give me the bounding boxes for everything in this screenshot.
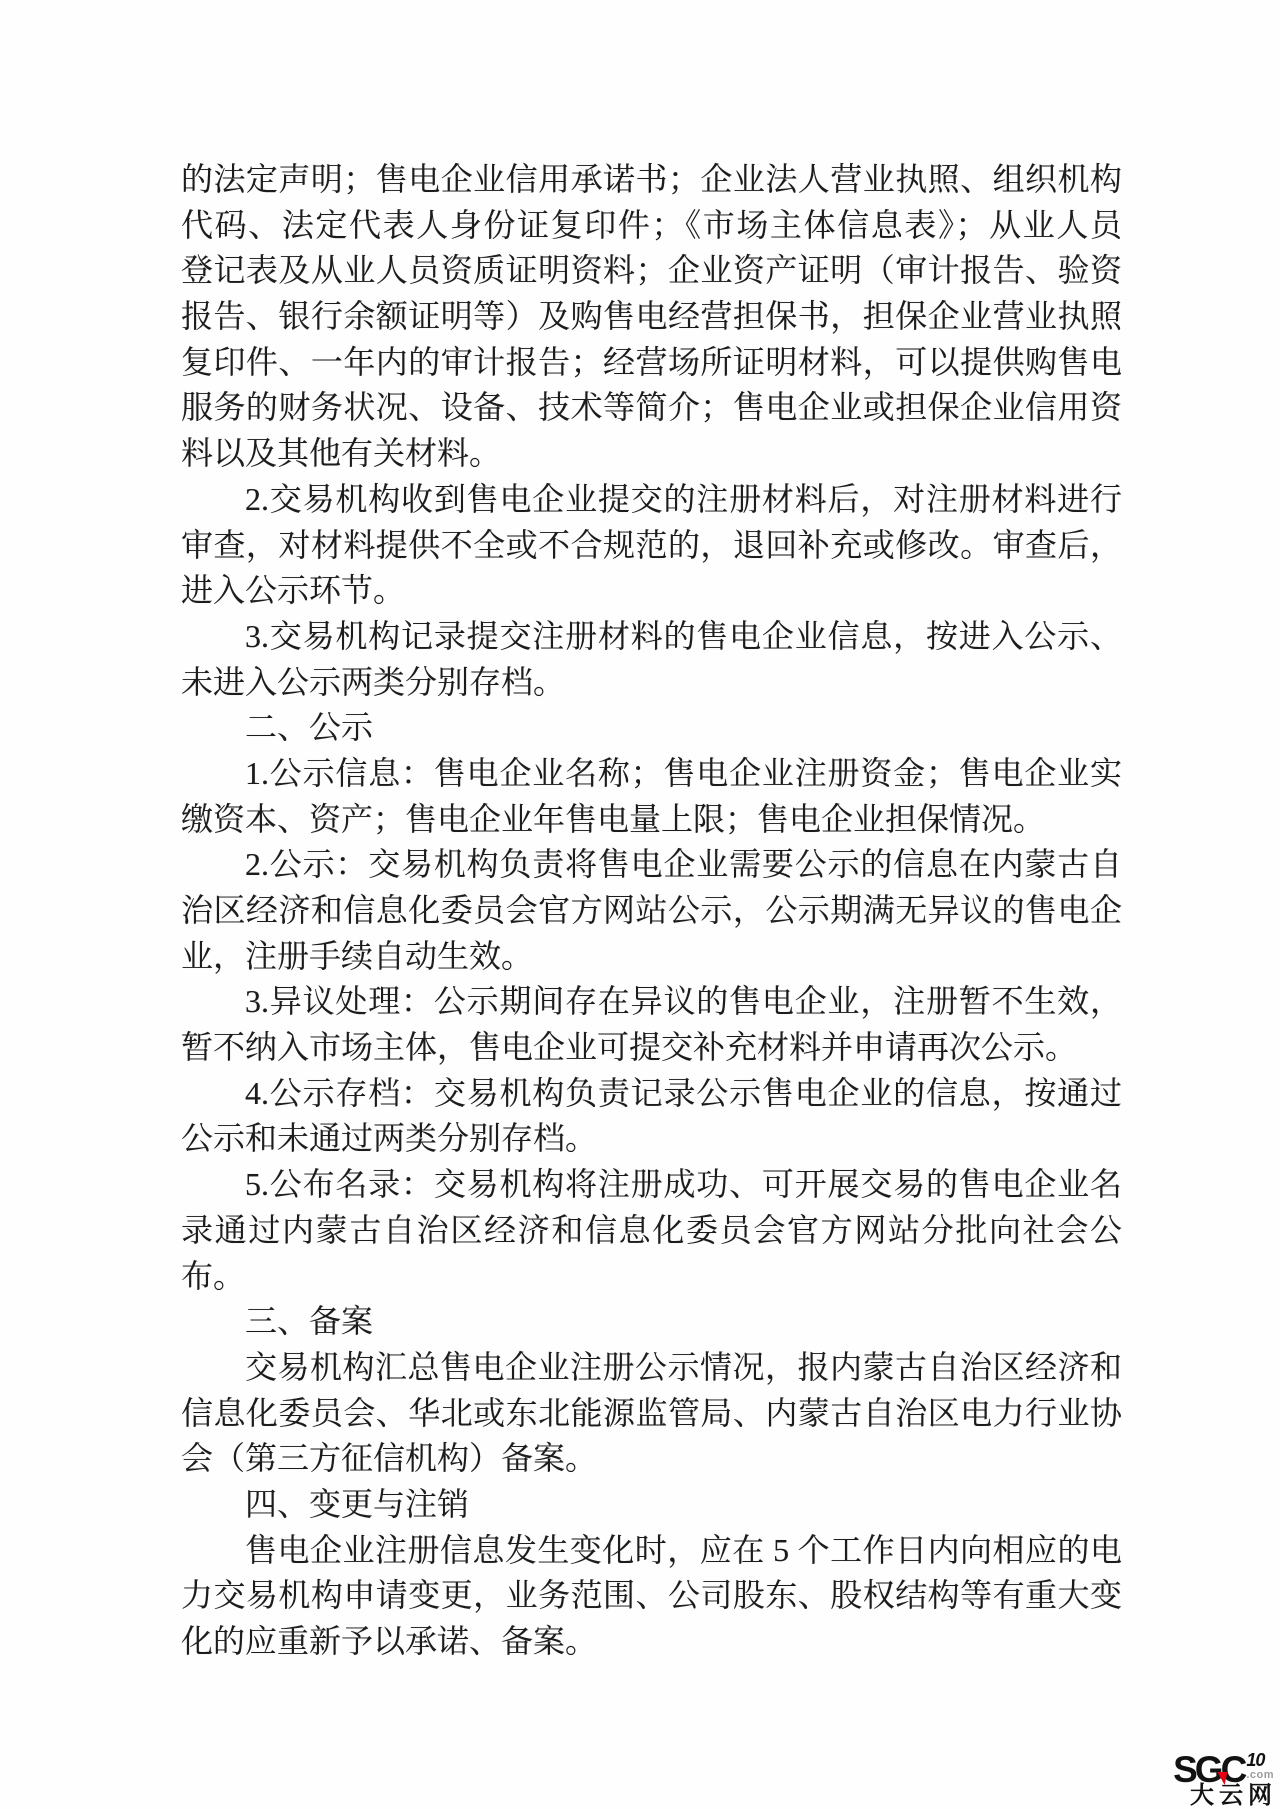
text-line: 的法定声明；售电企业信用承诺书；企业法人营业执照、组织机构 bbox=[181, 161, 1122, 197]
text-line: 料以及其他有关材料。 bbox=[181, 435, 502, 472]
text-line: 1.公示信息：售电企业名称；售电企业注册资金；售电企业实 bbox=[245, 754, 1122, 791]
text-line: 代码、法定代表人身份证复印件；《市场主体信息表》；从业人员 bbox=[181, 206, 1122, 243]
text-line: 公示和未通过两类分别存档。 bbox=[181, 1120, 598, 1157]
sgc-domain-suffix: .com bbox=[1246, 1769, 1274, 1781]
text-line: 暂不纳入市场主体，售电企业可提交补充材料并申请再次公示。 bbox=[181, 1029, 1078, 1066]
text-line: 录通过内蒙古自治区经济和信息化委员会官方网站分批向社会公 bbox=[181, 1211, 1122, 1248]
text-line: 力交易机构申请变更，业务范围、公司股东、股权结构等有重大变 bbox=[181, 1577, 1122, 1614]
text-line: 三、备案 bbox=[245, 1303, 374, 1340]
text-line: 缴资本、资产；售电企业年售电量上限；售电企业担保情况。 bbox=[181, 800, 1046, 837]
text-block bbox=[181, 157, 1122, 1665]
text-line: 四、变更与注销 bbox=[245, 1485, 470, 1522]
text-line: 2.交易机构收到售电企业提交的注册材料后，对注册材料进行 bbox=[245, 480, 1122, 517]
text-line: 4.公示存档：交易机构负责记录公示售电企业的信息，按通过 bbox=[245, 1074, 1122, 1111]
text-line: 布。 bbox=[181, 1257, 246, 1294]
text-line: 2.公示：交易机构负责将售电企业需要公示的信息在内蒙古自 bbox=[245, 846, 1122, 883]
sgc-superscript: 10 bbox=[1246, 1750, 1265, 1770]
text-line: 交易机构汇总售电企业注册公示情况，报内蒙古自治区经济和 bbox=[245, 1348, 1122, 1385]
text-line: 化的应重新予以承诺、备案。 bbox=[181, 1623, 598, 1659]
sgc-cn-name: 大云网 bbox=[1190, 1782, 1277, 1809]
text-line: 售电企业注册信息发生变化时，应在 5 个工作日内向相应的电 bbox=[245, 1531, 1122, 1568]
text-line: 3.交易机构记录提交注册材料的售电企业信息，按进入公示、 bbox=[245, 617, 1122, 654]
sgc-logo bbox=[1173, 1749, 1277, 1809]
text-line: 登记表及从业人员资质证明资料；企业资产证明（审计报告、验资 bbox=[181, 252, 1122, 289]
text-line: 业，注册手续自动生效。 bbox=[181, 937, 534, 974]
text-line: 复印件、一年内的审计报告；经营场所证明材料，可以提供购售电 bbox=[181, 343, 1122, 380]
text-line: 二、公示 bbox=[245, 709, 374, 746]
text-line: 审查，对材料提供不全或不合规范的，退回补充或修改。审查后， bbox=[181, 526, 1122, 563]
text-line: 5.公布名录：交易机构将注册成功、可开展交易的售电企业名 bbox=[245, 1166, 1122, 1203]
text-line: 报告、银行余额证明等）及购售电经营担保书，担保企业营业执照 bbox=[181, 298, 1122, 335]
text-line: 服务的财务状况、设备、技术等简介；售电企业或担保企业信用资 bbox=[181, 389, 1122, 426]
text-line: 治区经济和信息化委员会官方网站公示，公示期满无异议的售电企 bbox=[181, 892, 1122, 928]
text-line: 进入公示环节。 bbox=[181, 572, 406, 609]
text-line: 3.异议处理：公示期间存在异议的售电企业，注册暂不生效， bbox=[245, 983, 1122, 1020]
sgc-superscript-column bbox=[1246, 1751, 1274, 1781]
sgc-wordmark: SGC bbox=[1173, 1749, 1245, 1790]
sgc-logo-top-row bbox=[1173, 1751, 1274, 1788]
text-line: 信息化委员会、华北或东北能源监管局、内蒙古自治区电力行业协 bbox=[181, 1394, 1122, 1431]
text-line: 会（第三方征信机构）备案。 bbox=[181, 1440, 598, 1477]
text-line: 未进入公示两类分别存档。 bbox=[181, 663, 566, 700]
